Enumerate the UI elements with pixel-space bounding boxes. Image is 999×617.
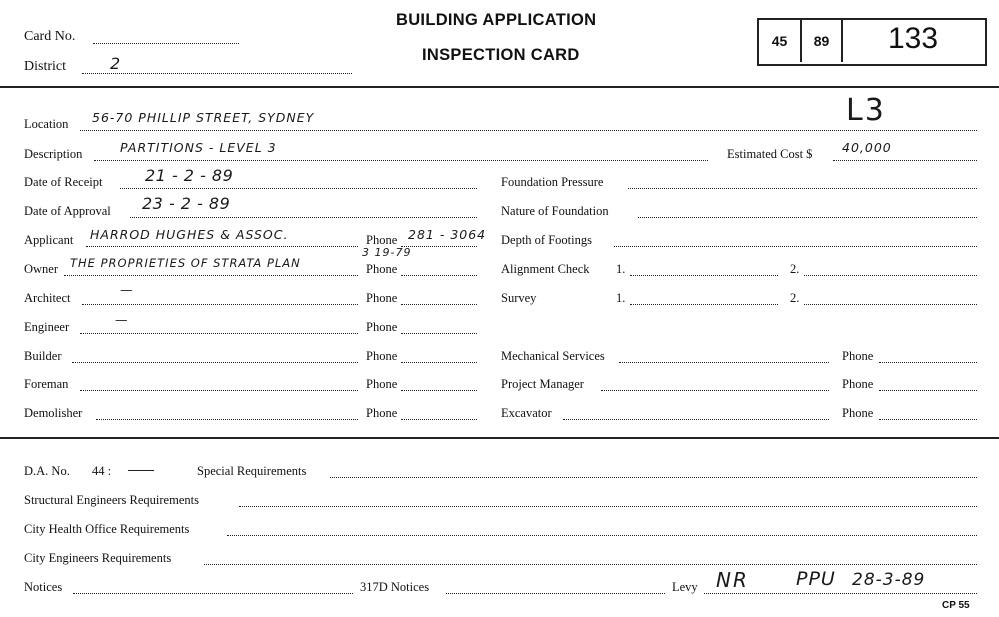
excavator-field[interactable] bbox=[563, 419, 829, 420]
form-code: CP 55 bbox=[942, 600, 970, 611]
builder-field[interactable] bbox=[72, 362, 358, 363]
city-engineers-field[interactable] bbox=[204, 564, 977, 565]
owner-label: Owner bbox=[24, 262, 59, 276]
engineer-phone-field[interactable] bbox=[401, 333, 477, 334]
notices-317d-label: 317D Notices bbox=[360, 580, 430, 594]
mechanical-phone-label: Phone bbox=[842, 349, 874, 363]
demolisher-phone-field[interactable] bbox=[401, 419, 477, 420]
location-label: Location bbox=[24, 117, 69, 131]
approval-value: 23 - 2 - 89 bbox=[142, 194, 231, 213]
applicant-label: Applicant bbox=[24, 233, 74, 247]
survey-field-1[interactable] bbox=[630, 304, 778, 305]
foreman-phone-field[interactable] bbox=[401, 390, 477, 391]
special-requirements-field[interactable] bbox=[330, 477, 977, 478]
margin-note: L3 bbox=[846, 93, 886, 128]
alignment-check-label: Alignment Check bbox=[501, 262, 590, 276]
builder-phone-label: Phone bbox=[366, 349, 398, 363]
box-value-b: 89 bbox=[813, 33, 830, 49]
owner-phone-field[interactable] bbox=[401, 275, 477, 276]
health-label: City Health Office Requirements bbox=[24, 522, 190, 536]
architect-value: — bbox=[120, 282, 134, 297]
project-manager-phone-field[interactable] bbox=[879, 390, 977, 391]
levy-date: 28-3-89 bbox=[852, 570, 926, 590]
levy-label: Levy bbox=[672, 580, 698, 594]
excavator-phone-field[interactable] bbox=[879, 419, 977, 420]
builder-label: Builder bbox=[24, 349, 62, 363]
title-line-1: BUILDING APPLICATION bbox=[396, 11, 597, 29]
estimated-cost-value: 40,000 bbox=[842, 140, 892, 155]
notices-317d-field[interactable] bbox=[446, 593, 665, 594]
title-line-2: INSPECTION CARD bbox=[422, 46, 580, 64]
description-field[interactable] bbox=[94, 160, 708, 161]
alignment-check-field-2[interactable] bbox=[804, 275, 977, 276]
engineer-phone-label: Phone bbox=[366, 320, 398, 334]
card-no-label: Card No. bbox=[24, 29, 76, 44]
survey-num-2: 2. bbox=[790, 291, 800, 305]
survey-num-1: 1. bbox=[616, 291, 626, 305]
box-value-a: 45 bbox=[771, 33, 788, 49]
owner-plan-no: 3 19-79 bbox=[362, 246, 412, 259]
architect-field[interactable] bbox=[82, 304, 358, 305]
mechanical-services-field[interactable] bbox=[619, 362, 829, 363]
notices-label: Notices bbox=[24, 580, 63, 594]
project-manager-label: Project Manager bbox=[501, 377, 584, 391]
engineer-field[interactable] bbox=[80, 333, 358, 334]
header-divider bbox=[0, 86, 999, 88]
levy-value: NR bbox=[716, 568, 749, 592]
foreman-field[interactable] bbox=[80, 390, 358, 391]
architect-phone-field[interactable] bbox=[401, 304, 477, 305]
foundation-pressure-field[interactable] bbox=[628, 188, 977, 189]
mechanical-services-label: Mechanical Services bbox=[501, 349, 605, 363]
da-handwritten-dash bbox=[128, 470, 154, 471]
survey-field-2[interactable] bbox=[804, 304, 977, 305]
applicant-field[interactable] bbox=[86, 246, 358, 247]
demolisher-label: Demolisher bbox=[24, 406, 83, 420]
demolisher-phone-label: Phone bbox=[366, 406, 398, 420]
architect-label: Architect bbox=[24, 291, 71, 305]
nature-of-foundation-label: Nature of Foundation bbox=[501, 204, 609, 218]
structural-field[interactable] bbox=[239, 506, 977, 507]
mechanical-phone-field[interactable] bbox=[879, 362, 977, 363]
excavator-label: Excavator bbox=[501, 406, 552, 420]
estimated-cost-label: Estimated Cost $ bbox=[727, 147, 813, 161]
structural-label: Structural Engineers Requirements bbox=[24, 493, 199, 507]
health-field[interactable] bbox=[227, 535, 977, 536]
special-requirements-label: Special Requirements bbox=[197, 464, 307, 478]
project-manager-phone-label: Phone bbox=[842, 377, 874, 391]
receipt-value: 21 - 2 - 89 bbox=[145, 166, 234, 185]
receipt-label: Date of Receipt bbox=[24, 175, 103, 189]
foreman-phone-label: Phone bbox=[366, 377, 398, 391]
approval-label: Date of Approval bbox=[24, 204, 111, 218]
applicant-phone-value: 281 - 3064 bbox=[408, 227, 487, 242]
approval-initials: PPU bbox=[796, 568, 836, 590]
owner-field[interactable] bbox=[64, 275, 358, 276]
district-field[interactable] bbox=[82, 73, 352, 74]
engineer-value: — bbox=[115, 312, 129, 327]
builder-phone-field[interactable] bbox=[401, 362, 477, 363]
depth-of-footings-label: Depth of Footings bbox=[501, 233, 592, 247]
demolisher-field[interactable] bbox=[96, 419, 358, 420]
da-label: D.A. No. bbox=[24, 464, 70, 478]
box-number: 133 bbox=[887, 22, 939, 55]
project-manager-field[interactable] bbox=[601, 390, 829, 391]
foreman-label: Foreman bbox=[24, 377, 69, 391]
da-value: 44 : bbox=[92, 464, 112, 478]
owner-value: THE PROPRIETIES OF STRATA PLAN bbox=[70, 256, 301, 270]
depth-of-footings-field[interactable] bbox=[614, 246, 977, 247]
survey-label: Survey bbox=[501, 291, 537, 305]
estimated-cost-field[interactable] bbox=[833, 160, 977, 161]
alignment-check-field-1[interactable] bbox=[630, 275, 778, 276]
receipt-field[interactable] bbox=[120, 188, 477, 189]
nature-of-foundation-field[interactable] bbox=[638, 217, 977, 218]
levy-field[interactable] bbox=[704, 593, 977, 594]
owner-phone-label: Phone bbox=[366, 262, 398, 276]
description-value: PARTITIONS - LEVEL 3 bbox=[120, 140, 277, 155]
location-field[interactable] bbox=[80, 130, 977, 131]
alignment-num-1: 1. bbox=[616, 262, 626, 276]
card-no-field[interactable] bbox=[93, 43, 239, 44]
applicant-value: HARROD HUGHES & ASSOC. bbox=[90, 227, 289, 242]
alignment-num-2: 2. bbox=[790, 262, 800, 276]
section-divider bbox=[0, 437, 999, 439]
district-value: 2 bbox=[110, 54, 121, 73]
foundation-pressure-label: Foundation Pressure bbox=[501, 175, 604, 189]
city-engineers-label: City Engineers Requirements bbox=[24, 551, 172, 565]
location-value: 56-70 PHILLIP STREET, SYDNEY bbox=[92, 110, 315, 125]
district-label: District bbox=[24, 59, 66, 74]
description-label: Description bbox=[24, 147, 83, 161]
excavator-phone-label: Phone bbox=[842, 406, 874, 420]
applicant-phone-label: Phone bbox=[366, 233, 398, 247]
applicant-phone-field[interactable] bbox=[401, 246, 477, 247]
architect-phone-label: Phone bbox=[366, 291, 398, 305]
approval-field[interactable] bbox=[130, 217, 477, 218]
engineer-label: Engineer bbox=[24, 320, 70, 334]
notices-field[interactable] bbox=[73, 593, 353, 594]
